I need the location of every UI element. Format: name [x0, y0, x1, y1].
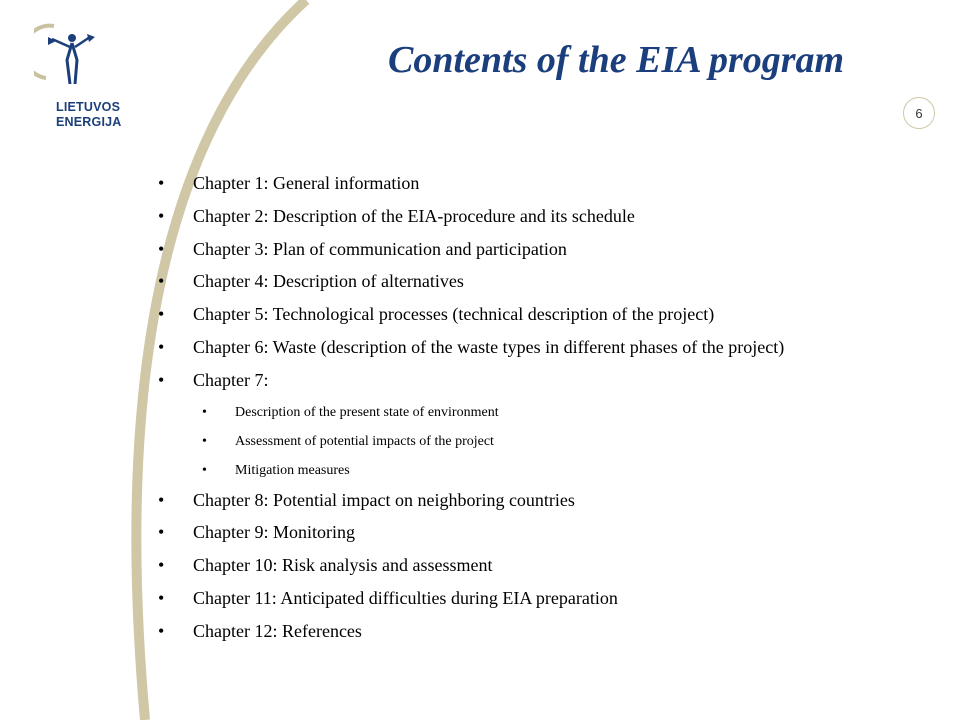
slide-title: Contents of the EIA program	[388, 39, 845, 81]
bullet-icon: •	[158, 205, 165, 226]
list-item-text: Chapter 4: Description of alternatives	[193, 271, 464, 292]
list-item-text: Description of the present state of environment	[235, 404, 499, 420]
list-item-text: Chapter 7:	[193, 369, 269, 390]
list-item-text: Chapter 5: Technological processes (technical description of the project)	[193, 304, 715, 325]
logo-text-line1: LIETUVOS	[56, 100, 121, 114]
list-item-text: Chapter 10: Risk analysis and assessment	[193, 555, 493, 576]
sub-list-item	[158, 400, 938, 429]
list-item-text: Chapter 9: Monitoring	[193, 522, 355, 543]
sub-list-item	[158, 429, 938, 458]
bullet-icon: •	[158, 173, 165, 193]
bullet-icon: •	[158, 620, 165, 641]
bullet-icon: •	[158, 587, 165, 608]
list-item	[158, 585, 938, 618]
logo-figure-icon	[34, 18, 104, 96]
list-item-text: Assessment of potential impacts of the project	[235, 433, 494, 449]
list-item-text: Chapter 2: Description of the EIA-procedure and its schedule	[193, 205, 635, 226]
bullet-icon: •	[158, 489, 165, 510]
sub-list-item	[158, 458, 938, 487]
bullet-icon: •	[202, 462, 207, 478]
bullet-icon: •	[158, 555, 165, 576]
bullet-icon: •	[158, 271, 165, 292]
bullet-icon: •	[202, 433, 207, 449]
bullet-icon: •	[202, 404, 207, 420]
contents-list	[158, 170, 938, 651]
bullet-icon: •	[158, 336, 165, 357]
logo-text-line2: ENERGIJA	[56, 115, 122, 129]
bullet-icon: •	[158, 369, 165, 390]
list-item	[158, 552, 938, 585]
list-item	[158, 268, 938, 301]
list-item-text: Chapter 8: Potential impact on neighboring countries	[193, 489, 575, 510]
bullet-icon: •	[158, 304, 165, 325]
list-item-text: Chapter 12: References	[193, 620, 362, 641]
list-item-text: Chapter 11: Anticipated difficulties during EIA preparation	[193, 587, 618, 608]
list-item	[158, 618, 938, 651]
list-item	[158, 367, 938, 400]
list-item-text: Chapter 3: Plan of communication and participation	[193, 238, 567, 259]
bullet-list	[158, 170, 938, 651]
list-item	[158, 236, 938, 269]
page-number-badge: 6	[903, 97, 935, 129]
bullet-icon: •	[158, 238, 165, 259]
bullet-icon: •	[158, 522, 165, 543]
list-item-text: Chapter 1: General information	[193, 173, 420, 193]
list-item	[158, 487, 938, 520]
company-logo	[12, 18, 122, 136]
list-item-text: Mitigation measures	[235, 462, 350, 478]
list-item	[158, 203, 938, 236]
list-item	[158, 170, 938, 203]
list-item	[158, 334, 938, 367]
list-item-text: Chapter 6: Waste (description of the waste types in different phases of the project)	[193, 336, 785, 357]
list-item	[158, 519, 938, 552]
list-item	[158, 301, 938, 334]
